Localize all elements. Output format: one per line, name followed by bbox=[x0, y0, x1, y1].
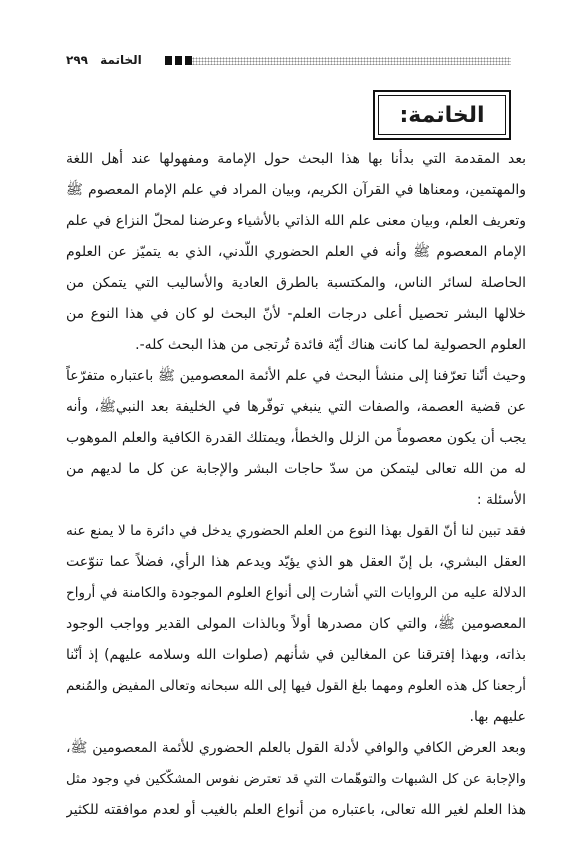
page-number: ٢٩٩ bbox=[66, 53, 88, 67]
text-line: عن قضية العصمة، والصفات التي ينبغي توفّرها في الخليفة بعد النبيﷺ، وأنه bbox=[66, 399, 526, 415]
text-line: له من الله تعالى ليتمكن من سدّ حاجات البشر والإجابة عن كل ما لديهم من bbox=[66, 461, 526, 477]
text-line: بعد المقدمة التي بدأنا بها هذا البحث حول الإمامة ومفهولها عند أهل اللغة bbox=[66, 151, 526, 167]
section-title-frame bbox=[373, 90, 511, 140]
text-line: والإجابة عن كل الشبهات والتوهّمات التي قد تعترض نفوس المشكّكين في وجود مثل bbox=[66, 772, 526, 787]
text-line: خلالها البشر تحصيل أعلى درجات العلم- لأنّ البحث لو كان في هذا النوع من bbox=[66, 306, 526, 322]
page-header bbox=[66, 52, 515, 68]
section-title: الخاتمة: bbox=[399, 102, 485, 128]
text-line: هذا العلم لغير الله تعالى، باعتباره من أنواع العلم بالغيب أو لعدم موافقته للكثير bbox=[66, 802, 526, 818]
text-line: الإمام المعصوم ﷺ وأنه في العلم الحضوري اللّدني، الذي به يتميّز عن العلوم bbox=[66, 244, 526, 260]
ornament-square-icon bbox=[175, 56, 182, 65]
text-line: وتعريف العلم، وبيان معنى علم الله الذاتي بالأشياء وعرضنا لمحلّ النزاع في علم bbox=[66, 213, 526, 229]
text-line: وبعد العرض الكافي والوافي لأدلة القول بالعلم الحضوري للأئمة المعصومين ﷺ، bbox=[66, 740, 526, 756]
text-line: يجب أن يكون معصوماً من الزلل والخطأ، ويمتلك القدرة الكافية والعلم الموهوب bbox=[66, 430, 526, 446]
ornament-square-icon bbox=[185, 56, 192, 65]
text-line: بذاته، وبهذا إفترقنا عن المغالين في شأنهم (صلوات الله وسلامه عليهم) إذ أنّنا bbox=[66, 647, 526, 663]
body-text bbox=[66, 144, 526, 826]
text-line: عليهم بها. bbox=[469, 709, 526, 725]
text-line: العلوم الحصولية لما كانت هناك أيّة فائدة تُرتجى من هذا البحث كله-. bbox=[135, 337, 526, 353]
text-line: العقل البشري، بل إنّ العقل هو الذي يؤيّد ويدعم هذا الرأي، فضلاً عما تنوّعت bbox=[66, 554, 526, 570]
ornament-square-icon bbox=[165, 56, 172, 65]
text-line: فقد تبين لنا أنّ القول بهذا النوع من العلم الحضوري يدخل في دائرة ما لا يمنع عنه bbox=[66, 523, 526, 539]
text-line: أرجعنا كل هذه العلوم ومهما بلغ القول فيها إلى الله سبحانه وتعالى المفيض والمُنعم bbox=[66, 678, 526, 694]
text-line: وحيث أنّنا تعرّفنا إلى منشأ البحث في علم الأئمة المعصومين ﷺ باعتباره متفرّعاً bbox=[66, 368, 526, 384]
header-ornament-bar bbox=[162, 56, 515, 65]
text-line: الدلالة عليه من الروايات التي أشارت إلى أنواع العلوم الموجودة والكامنة في أرواح bbox=[66, 585, 526, 601]
running-title: الخاتمة bbox=[100, 53, 142, 67]
text-line: المعصومين ﷺ، والتي كان مصدرها أولاً وبالذات المولى القدير وواجب الوجود bbox=[66, 616, 526, 632]
text-line: الحاصلة لسائر الناس، والمكتسبة بالطرق العادية والأساليب التي يتمكن من bbox=[66, 275, 526, 291]
text-line: والمهتمين، ومعناها في القرآن الكريم، وبيان المراد في علم الإمام المعصوم ﷺ bbox=[66, 182, 526, 198]
running-head bbox=[66, 52, 142, 68]
dotted-rule bbox=[192, 57, 511, 65]
text-line: الأسئلة : bbox=[476, 492, 526, 508]
